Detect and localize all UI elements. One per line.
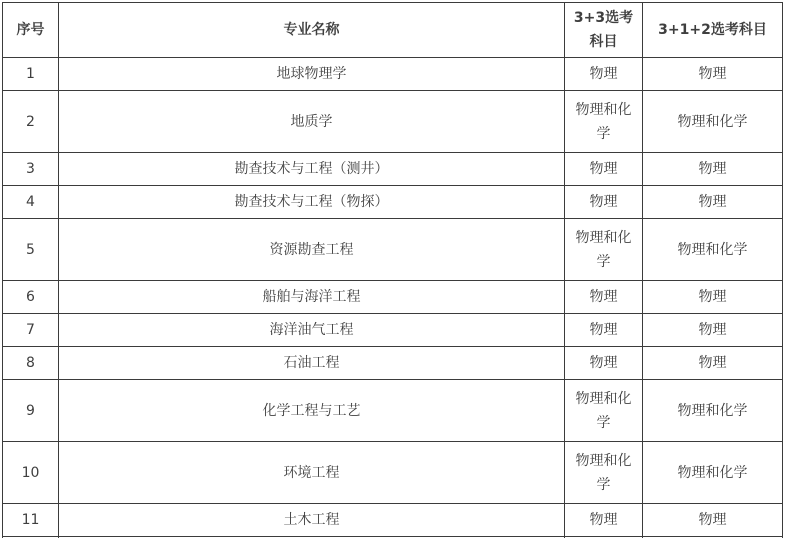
column-header-subjects-312: 3+1+2选考科目 xyxy=(643,3,783,58)
majors-subjects-table xyxy=(2,2,783,538)
subjects-33-cell: 物理和化学 xyxy=(565,91,643,153)
subjects-312-cell: 物理 xyxy=(643,186,783,219)
subjects-33-cell: 物理 xyxy=(565,281,643,314)
subjects-33-cell: 物理 xyxy=(565,58,643,91)
table-row xyxy=(3,186,783,219)
seq-cell: 5 xyxy=(3,219,59,281)
subjects-312-cell: 物理 xyxy=(643,281,783,314)
major-cell: 勘查技术与工程（物探） xyxy=(59,186,565,219)
table-row xyxy=(3,347,783,380)
major-cell: 海洋油气工程 xyxy=(59,314,565,347)
major-cell: 土木工程 xyxy=(59,504,565,537)
major-cell: 勘查技术与工程（测井） xyxy=(59,153,565,186)
major-cell: 地质学 xyxy=(59,91,565,153)
major-cell: 环境工程 xyxy=(59,442,565,504)
column-header-seq: 序号 xyxy=(3,3,59,58)
seq-cell: 8 xyxy=(3,347,59,380)
subjects-312-cell: 物理和化学 xyxy=(643,380,783,442)
seq-cell: 6 xyxy=(3,281,59,314)
subjects-33-cell: 物理和化学 xyxy=(565,219,643,281)
seq-cell: 2 xyxy=(3,91,59,153)
table-header xyxy=(3,3,783,58)
subjects-33-cell: 物理 xyxy=(565,347,643,380)
subjects-312-cell: 物理和化学 xyxy=(643,91,783,153)
subjects-312-cell: 物理 xyxy=(643,58,783,91)
seq-cell: 7 xyxy=(3,314,59,347)
major-cell: 化学工程与工艺 xyxy=(59,380,565,442)
column-header-subjects-33: 3+3选考科目 xyxy=(565,3,643,58)
subjects-33-cell: 物理 xyxy=(565,314,643,347)
major-cell: 地球物理学 xyxy=(59,58,565,91)
subjects-33-cell: 物理和化学 xyxy=(565,442,643,504)
subjects-33-cell: 物理 xyxy=(565,153,643,186)
seq-cell: 11 xyxy=(3,504,59,537)
subjects-312-cell: 物理 xyxy=(643,347,783,380)
table-row xyxy=(3,153,783,186)
major-cell: 石油工程 xyxy=(59,347,565,380)
subjects-312-cell: 物理和化学 xyxy=(643,219,783,281)
table-row xyxy=(3,281,783,314)
table-row xyxy=(3,91,783,153)
major-cell: 船舶与海洋工程 xyxy=(59,281,565,314)
subjects-312-cell: 物理 xyxy=(643,504,783,537)
table-row xyxy=(3,219,783,281)
table-row xyxy=(3,504,783,537)
subjects-312-cell: 物理和化学 xyxy=(643,442,783,504)
header-row xyxy=(3,3,783,58)
table-body xyxy=(3,58,783,538)
subjects-312-cell: 物理 xyxy=(643,153,783,186)
major-cell: 资源勘查工程 xyxy=(59,219,565,281)
seq-cell: 4 xyxy=(3,186,59,219)
table-row xyxy=(3,58,783,91)
table-row xyxy=(3,442,783,504)
seq-cell: 10 xyxy=(3,442,59,504)
table-row xyxy=(3,314,783,347)
table-row xyxy=(3,380,783,442)
seq-cell: 3 xyxy=(3,153,59,186)
seq-cell: 1 xyxy=(3,58,59,91)
seq-cell: 9 xyxy=(3,380,59,442)
subjects-33-cell: 物理和化学 xyxy=(565,380,643,442)
column-header-major: 专业名称 xyxy=(59,3,565,58)
subjects-33-cell: 物理 xyxy=(565,504,643,537)
subjects-33-cell: 物理 xyxy=(565,186,643,219)
subjects-312-cell: 物理 xyxy=(643,314,783,347)
